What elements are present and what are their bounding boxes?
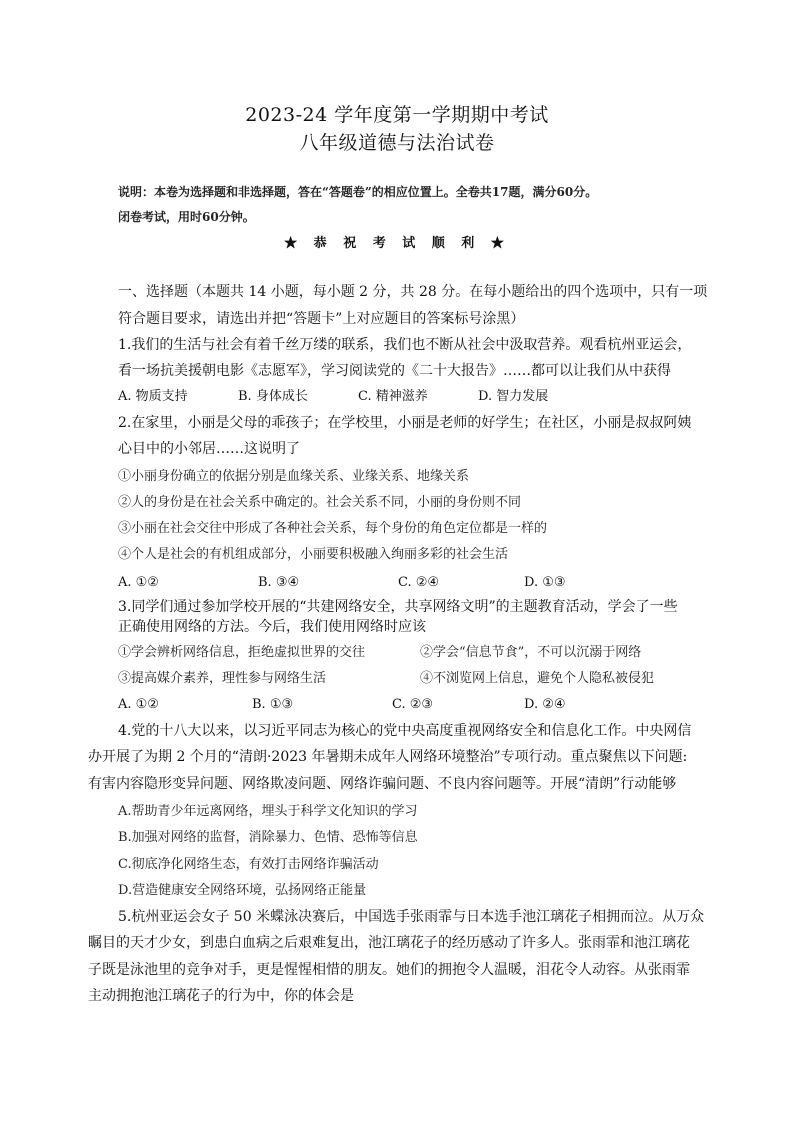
q2-option-a: A. ①② xyxy=(118,575,159,590)
section-heading-line-1: 一、选择题（本题共 14 小题，每小题 2 分，共 28 分。在每小题给出的四个选项中，只有一项 xyxy=(118,284,708,300)
q3-stem-line-2: 正确使用网络的方法。今后，我们使用网络时应该 xyxy=(118,619,426,635)
exam-title: 2023-24 学年度第一学期期中考试 xyxy=(245,104,549,126)
q3-statement-4: ④不浏览网上信息，避免个人隐私被侵犯 xyxy=(420,671,655,686)
q2-option-b: B. ③④ xyxy=(258,575,300,590)
instructions-line-2: 闭卷考试，用时60分钟。 xyxy=(118,210,255,224)
q1-option-a: A. 物质支持 xyxy=(118,389,188,404)
q4-option-d: D.营造健康安全网络环境，弘扬网络正能量 xyxy=(118,883,367,898)
q4-stem-line-2: 办开展了为期 2 个月的“清朗·2023 年暑期未成年人网络环境整治”专项行动。重点聚焦以下问题: xyxy=(88,749,688,765)
q4-stem-line-1: 4.党的十八大以来，以习近平同志为核心的党中央高度重视网络安全和信息化工作。中央网信 xyxy=(118,723,692,739)
q3-option-a: A. ①② xyxy=(118,697,159,712)
q2-statement-1: ①小丽身份确立的依据分别是血缘关系、业缘关系、地缘关系 xyxy=(118,469,470,484)
q3-statement-2: ②学会“信息节食”，不可以沉溺于网络 xyxy=(420,645,642,660)
q3-option-d: D. ②④ xyxy=(524,697,566,712)
q5-stem-line-1: 5.杭州亚运会女子 50 米蝶泳决赛后，中国选手张雨霏与日本选手池江璃花子相拥而泣。从万众 xyxy=(118,909,705,925)
q2-option-c: C. ②④ xyxy=(398,575,440,590)
q1-stem-line-2: 看一场抗美援朝电影《志愿军》，学习阅读党的《二十大报告》……都可以让我们从中获得 xyxy=(118,363,671,379)
q2-stem-line-1: 2.在家里，小丽是父母的乖孩子；在学校里，小丽是老师的好学生；在社区，小丽是叔叔阿姨 xyxy=(118,415,692,431)
q4-stem-line-3: 有害内容隐形变异问题、网络欺凌问题、网络诈骗问题、不良内容问题等。开展“清朗”行动能够 xyxy=(88,776,677,792)
q3-option-c: C. ②③ xyxy=(392,697,434,712)
q5-stem-line-3: 子既是泳池里的竞争对手，更是惺惺相惜的朋友。她们的拥抱令人温暖，泪花令人动容。从张雨霏 xyxy=(88,962,690,978)
q2-statement-4: ④个人是社会的有机组成部分，小丽要积极融入绚丽多彩的社会生活 xyxy=(118,547,509,562)
q3-stem-line-1: 3.同学们通过参加学校开展的“共建网络安全，共享网络文明”的主题教育活动，学会了一些 xyxy=(118,599,678,615)
q5-stem-line-4: 主动拥抱池江璃花子的行为中，你的体会是 xyxy=(88,988,354,1004)
q4-option-b: B.加强对网络的监督，消除暴力、色情、恐怖等信息 xyxy=(118,830,418,845)
q3-option-b: B. ①③ xyxy=(252,697,294,712)
exam-subtitle: 八年级道德与法治试卷 xyxy=(299,132,495,154)
instructions-line-1: 说明：本卷为选择题和非选择题，答在“答题卷”的相应位置上。全卷共17题，满分60分。 xyxy=(118,185,598,199)
q4-option-c: C.彻底净化网络生态，有效打击网络诈骗活动 xyxy=(118,857,379,872)
q2-statement-2: ②人的身份是在社会关系中确定的。社会关系不同，小丽的身份则不同 xyxy=(118,495,522,510)
q5-stem-line-2: 瞩目的天才少女，到患白血病之后艰难复出，池江璃花子的经历感动了许多人。张雨霏和池江璃花 xyxy=(88,935,690,951)
q1-stem-line-1: 1.我们的生活与社会有着千丝万缕的联系，我们也不断从社会中汲取营养。观看杭州亚运会， xyxy=(118,337,692,353)
q3-statement-3: ③提高媒介素养，理性参与网络生活 xyxy=(118,671,327,686)
q4-option-a: A.帮助青少年远离网络，埋头于科学文化知识的学习 xyxy=(118,804,418,819)
q3-statement-1: ①学会辨析网络信息，拒绝虚拟世界的交往 xyxy=(118,645,366,660)
section-heading-line-2: 符合题目要求，请选出并把“答题卡”上对应题目的答案标号涂黑） xyxy=(118,311,525,327)
blessing-banner: ★ 恭 祝 考 试 顺 利 ★ xyxy=(284,236,510,251)
q2-statement-3: ③小丽在社会交往中形成了各种社会关系，每个身份的角色定位都是一样的 xyxy=(118,521,548,536)
q1-option-d: D. 智力发展 xyxy=(478,389,549,404)
q2-option-d: D. ①③ xyxy=(524,575,566,590)
q1-option-c: C. 精神滋养 xyxy=(358,389,428,404)
q1-option-b: B. 身体成长 xyxy=(238,389,308,404)
q2-stem-line-2: 心目中的小邻居……这说明了 xyxy=(118,441,300,457)
